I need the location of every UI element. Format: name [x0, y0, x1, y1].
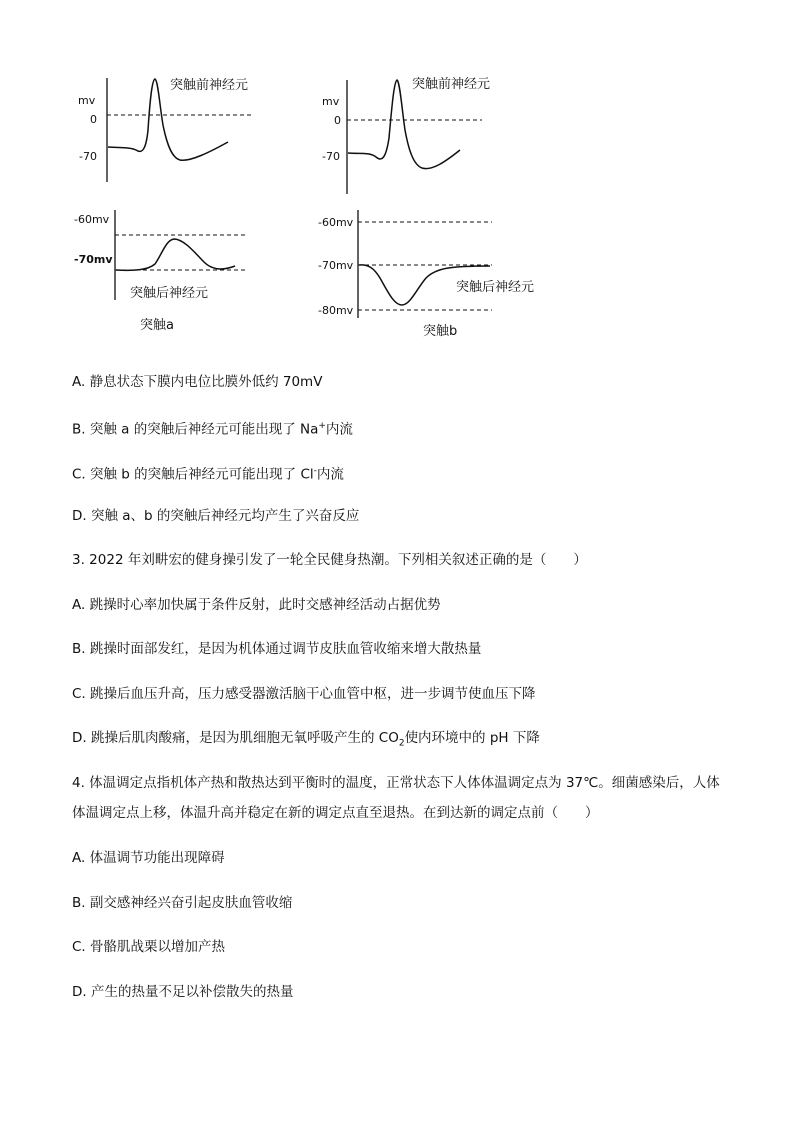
subscript: 2	[398, 738, 405, 749]
caption: 突触b	[423, 324, 458, 339]
q4-option-c[interactable]: C. 骨骼肌战栗以增加产热	[72, 939, 226, 955]
pre-title: 突触前神经元	[412, 77, 491, 92]
synapse-a-pre-graph	[78, 77, 252, 182]
tick-70: -70	[79, 150, 97, 163]
tick-0: 0	[334, 114, 341, 127]
q4-option-a[interactable]: A. 体温调节功能出现障碍	[72, 850, 225, 866]
q3-stem: 3. 2022 年刘畊宏的健身操引发了一轮全民健身热潮。下列相关叙述正确的是（ ）	[72, 552, 587, 568]
tick-60: -60mv	[318, 216, 354, 229]
text: 内流	[325, 421, 353, 438]
tick-0: 0	[90, 113, 97, 126]
q2-option-c[interactable]	[72, 462, 344, 484]
post-title: 突触后神经元	[130, 286, 209, 301]
text: D. 跳操后肌肉酸痛，是因为肌细胞无氧呼吸产生的 CO	[72, 730, 399, 746]
tick-70: -70mv	[74, 253, 113, 266]
q4-option-b[interactable]: B. 副交感神经兴奋引起皮肤血管收缩	[72, 895, 293, 911]
superscript: +	[318, 421, 326, 431]
q3-option-d[interactable]	[72, 729, 540, 753]
q2-option-a[interactable]: A. 静息状态下膜内电位比膜外低约 70mV	[72, 374, 323, 390]
pre-title: 突触前神经元	[170, 78, 249, 93]
superscript: -	[313, 466, 317, 476]
post-title: 突触后神经元	[456, 280, 535, 295]
tick-70: -70	[322, 150, 340, 163]
tick-60: -60mv	[74, 213, 110, 226]
q4-stem: 4. 体温调定点指机体产热和散热达到平衡时的温度，正常状态下人体体温调定点为 37℃。细菌感染后，人体体温调定点上移，体温升高并稳定在新的调定点直至退热。在到达新的调定点前（ ）	[72, 775, 720, 821]
synapse-b-post-graph	[318, 210, 534, 339]
tick-70: -70mv	[318, 259, 354, 272]
unit-label: mv	[322, 95, 340, 108]
q3-option-a[interactable]: A. 跳操时心率加快属于条件反射，此时交感神经活动占据优势	[72, 597, 441, 613]
text: B. 突触 a 的突触后神经元可能出现了 Na	[72, 421, 319, 438]
synapse-b-pre-graph	[322, 76, 490, 194]
text: 使内环境中的 pH 下降	[404, 730, 540, 746]
epsp-curve	[116, 239, 235, 270]
text: C. 突触 b 的突触后神经元可能出现了 Cl	[72, 466, 314, 483]
q2-option-b[interactable]	[72, 417, 353, 439]
q3-option-b[interactable]: B. 跳操时面部发红，是因为机体通过调节皮肤血管收缩来增大散热量	[72, 641, 482, 657]
synapse-a-post-graph	[74, 210, 247, 333]
synapse-figure	[0, 0, 794, 360]
q4-option-d[interactable]: D. 产生的热量不足以补偿散失的热量	[72, 984, 294, 1000]
q2-option-d[interactable]: D. 突触 a、b 的突触后神经元均产生了兴奋反应	[72, 508, 360, 524]
tick-80: -80mv	[318, 304, 354, 317]
caption: 突触a	[140, 318, 174, 333]
q3-option-c[interactable]: C. 跳操后血压升高，压力感受器激活脑干心血管中枢，进一步调节使血压下降	[72, 686, 536, 702]
unit-label: mv	[78, 94, 96, 107]
action-potential-curve	[348, 80, 460, 169]
text: 内流	[316, 466, 344, 483]
